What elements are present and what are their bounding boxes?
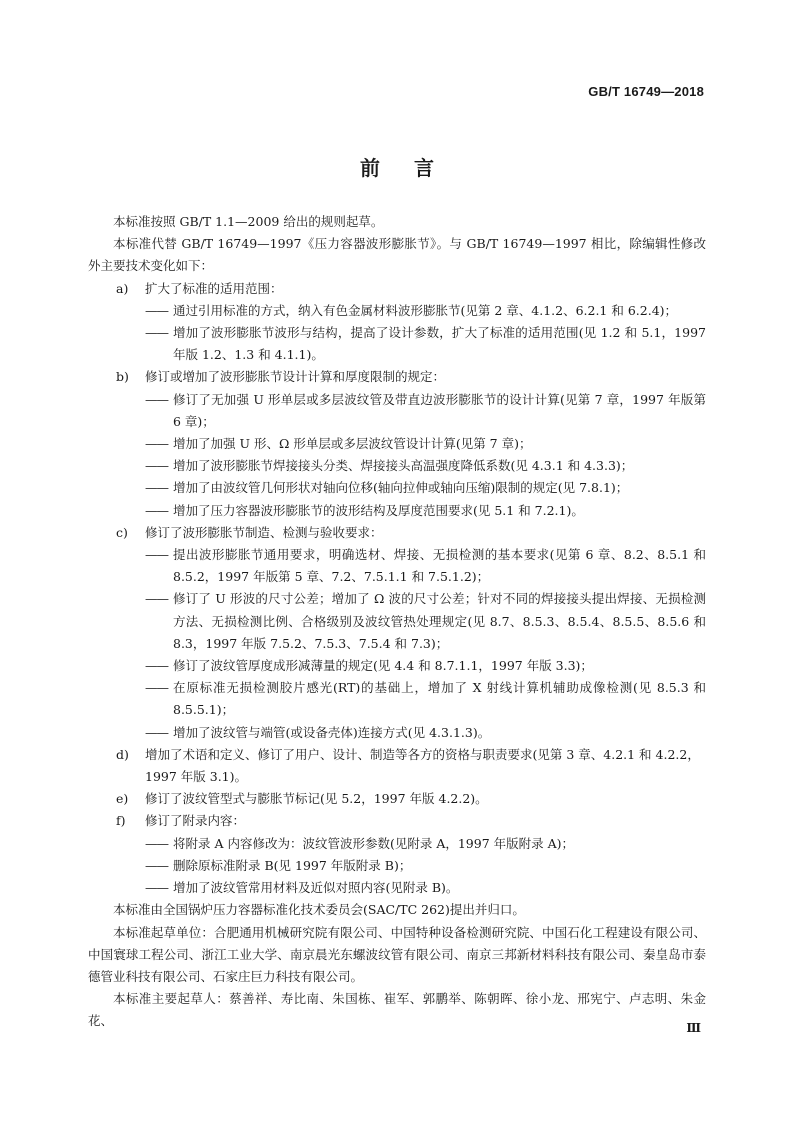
dash-item: —— 修订了 U 形波的尺寸公差；增加了 Ω 波的尺寸公差；针对不同的焊接接头提出焊接、无损检测方法、无损检测比例、合格级别及波纹管热处理规定(见 8.7、8.5.3、8.5.4、8.5.5、8.5.6 和 8.3，1997 年版 7.5.2、7.5.3、7.5.4 和 7.3)； [145, 591, 706, 651]
dash-item: —— 在原标准无损检测胶片感光(RT)的基础上，增加了 X 射线计算机辅助成像检测(见 8.5.3 和 8.5.5.1)； [145, 680, 706, 718]
paragraph: 本标准主要起草人：蔡善祥、寿比南、朱国栋、崔军、郭鹏举、陈朝晖、徐小龙、邢宪宁、卢志明、朱金花、 [88, 991, 706, 1029]
dash-item: —— 增加了加强 U 形、Ω 形单层或多层波纹管设计计算(见第 7 章)； [145, 436, 532, 452]
list-item-b: b) 修订或增加了波形膨胀节设计计算和厚度限制的规定： [116, 369, 446, 385]
page-title: 前言 [360, 156, 468, 180]
list-item-f: f) 修订了附录内容： [116, 813, 246, 829]
list-item-e: e) 修订了波纹管型式与膨胀节标记(见 5.2，1997 年版 4.2.2)。 [116, 791, 488, 807]
dash-item: —— 提出波形膨胀节通用要求，明确选材、焊接、无损检测的基本要求(见第 6 章、8.2、8.5.1 和 8.5.2，1997 年版第 5 章、7.2、7.5.1.1 和 7.5.1.2)； [145, 547, 706, 585]
dash-item: —— 通过引用标准的方式，纳入有色金属材料波形膨胀节(见第 2 章、4.1.2、6.2.1 和 6.2.4)； [145, 302, 678, 318]
dash-item: —— 修订了波纹管厚度成形减薄量的规定(见 4.4 和 8.7.1.1，1997 年版 3.3)； [145, 658, 593, 674]
dash-item: —— 增加了压力容器波形膨胀节的波形结构及厚度范围要求(见 5.1 和 7.2.1)。 [145, 502, 584, 518]
dash-item: —— 增加了由波纹管几何形状对轴向位移(轴向拉伸或轴向压缩)限制的规定(见 7.8.1)； [145, 480, 629, 496]
paragraph: 本标准代替 GB/T 16749—1997《压力容器波形膨胀节》。与 GB/T 16749—1997 相比，除编辑性修改外主要技术变化如下： [88, 236, 706, 274]
page-number: Ⅲ [686, 1021, 701, 1035]
dash-item: —— 修订了无加强 U 形单层或多层波纹管及带直边波形膨胀节的设计计算(见第 7 章，1997 年版第 6 章)； [145, 391, 706, 429]
dash-item: —— 删除原标准附录 B(见 1997 年版附录 B)； [145, 857, 412, 873]
dash-item: —— 增加了波形膨胀节波形与结构，提高了设计参数，扩大了标准的适用范围(见 1.2 和 5.1，1997 年版 1.2、1.3 和 4.1.1)。 [145, 325, 706, 363]
list-item-c: c) 修订了波形膨胀节制造、检测与验收要求： [116, 524, 383, 540]
dash-item: —— 将附录 A 内容修改为：波纹管波形参数(见附录 A，1997 年版附录 A)； [145, 835, 575, 851]
dash-item: —— 增加了波形膨胀节焊接接头分类、焊接接头高温强度降低系数(见 4.3.1 和 4.3.3)； [145, 458, 634, 474]
list-item-d: d) 增加了术语和定义、修订了用户、设计、制造等各方的资格与职责要求(见第 3 章、4.2.1 和 4.2.2，1997 年版 3.1)。 [116, 746, 700, 785]
dash-item: —— 增加了波纹管常用材料及近似对照内容(见附录 B)。 [145, 880, 459, 896]
paragraph: 本标准由全国锅炉压力容器标准化技术委员会(SAC/TC 262)提出并归口。 [113, 902, 525, 918]
paragraph: 本标准起草单位：合肥通用机械研究院有限公司、中国特种设备检测研究院、中国石化工程建设有限公司、中国寰球工程公司、浙江工业大学、南京晨光东螺波纹管有限公司、南京三邦新材料科技有限公司、秦皇岛市泰德管业科技有限公司、石家庄巨力科技有限公司。 [88, 924, 706, 984]
standard-code: GB/T 16749—2018 [588, 84, 704, 99]
paragraph: 本标准按照 GB/T 1.1—2009 给出的规则起草。 [113, 214, 384, 229]
document-body [88, 211, 706, 1033]
list-item-a: a) 扩大了标准的适用范围： [116, 280, 283, 296]
dash-item: —— 增加了波纹管与端管(或设备壳体)连接方式(见 4.3.1.3)。 [145, 724, 491, 740]
